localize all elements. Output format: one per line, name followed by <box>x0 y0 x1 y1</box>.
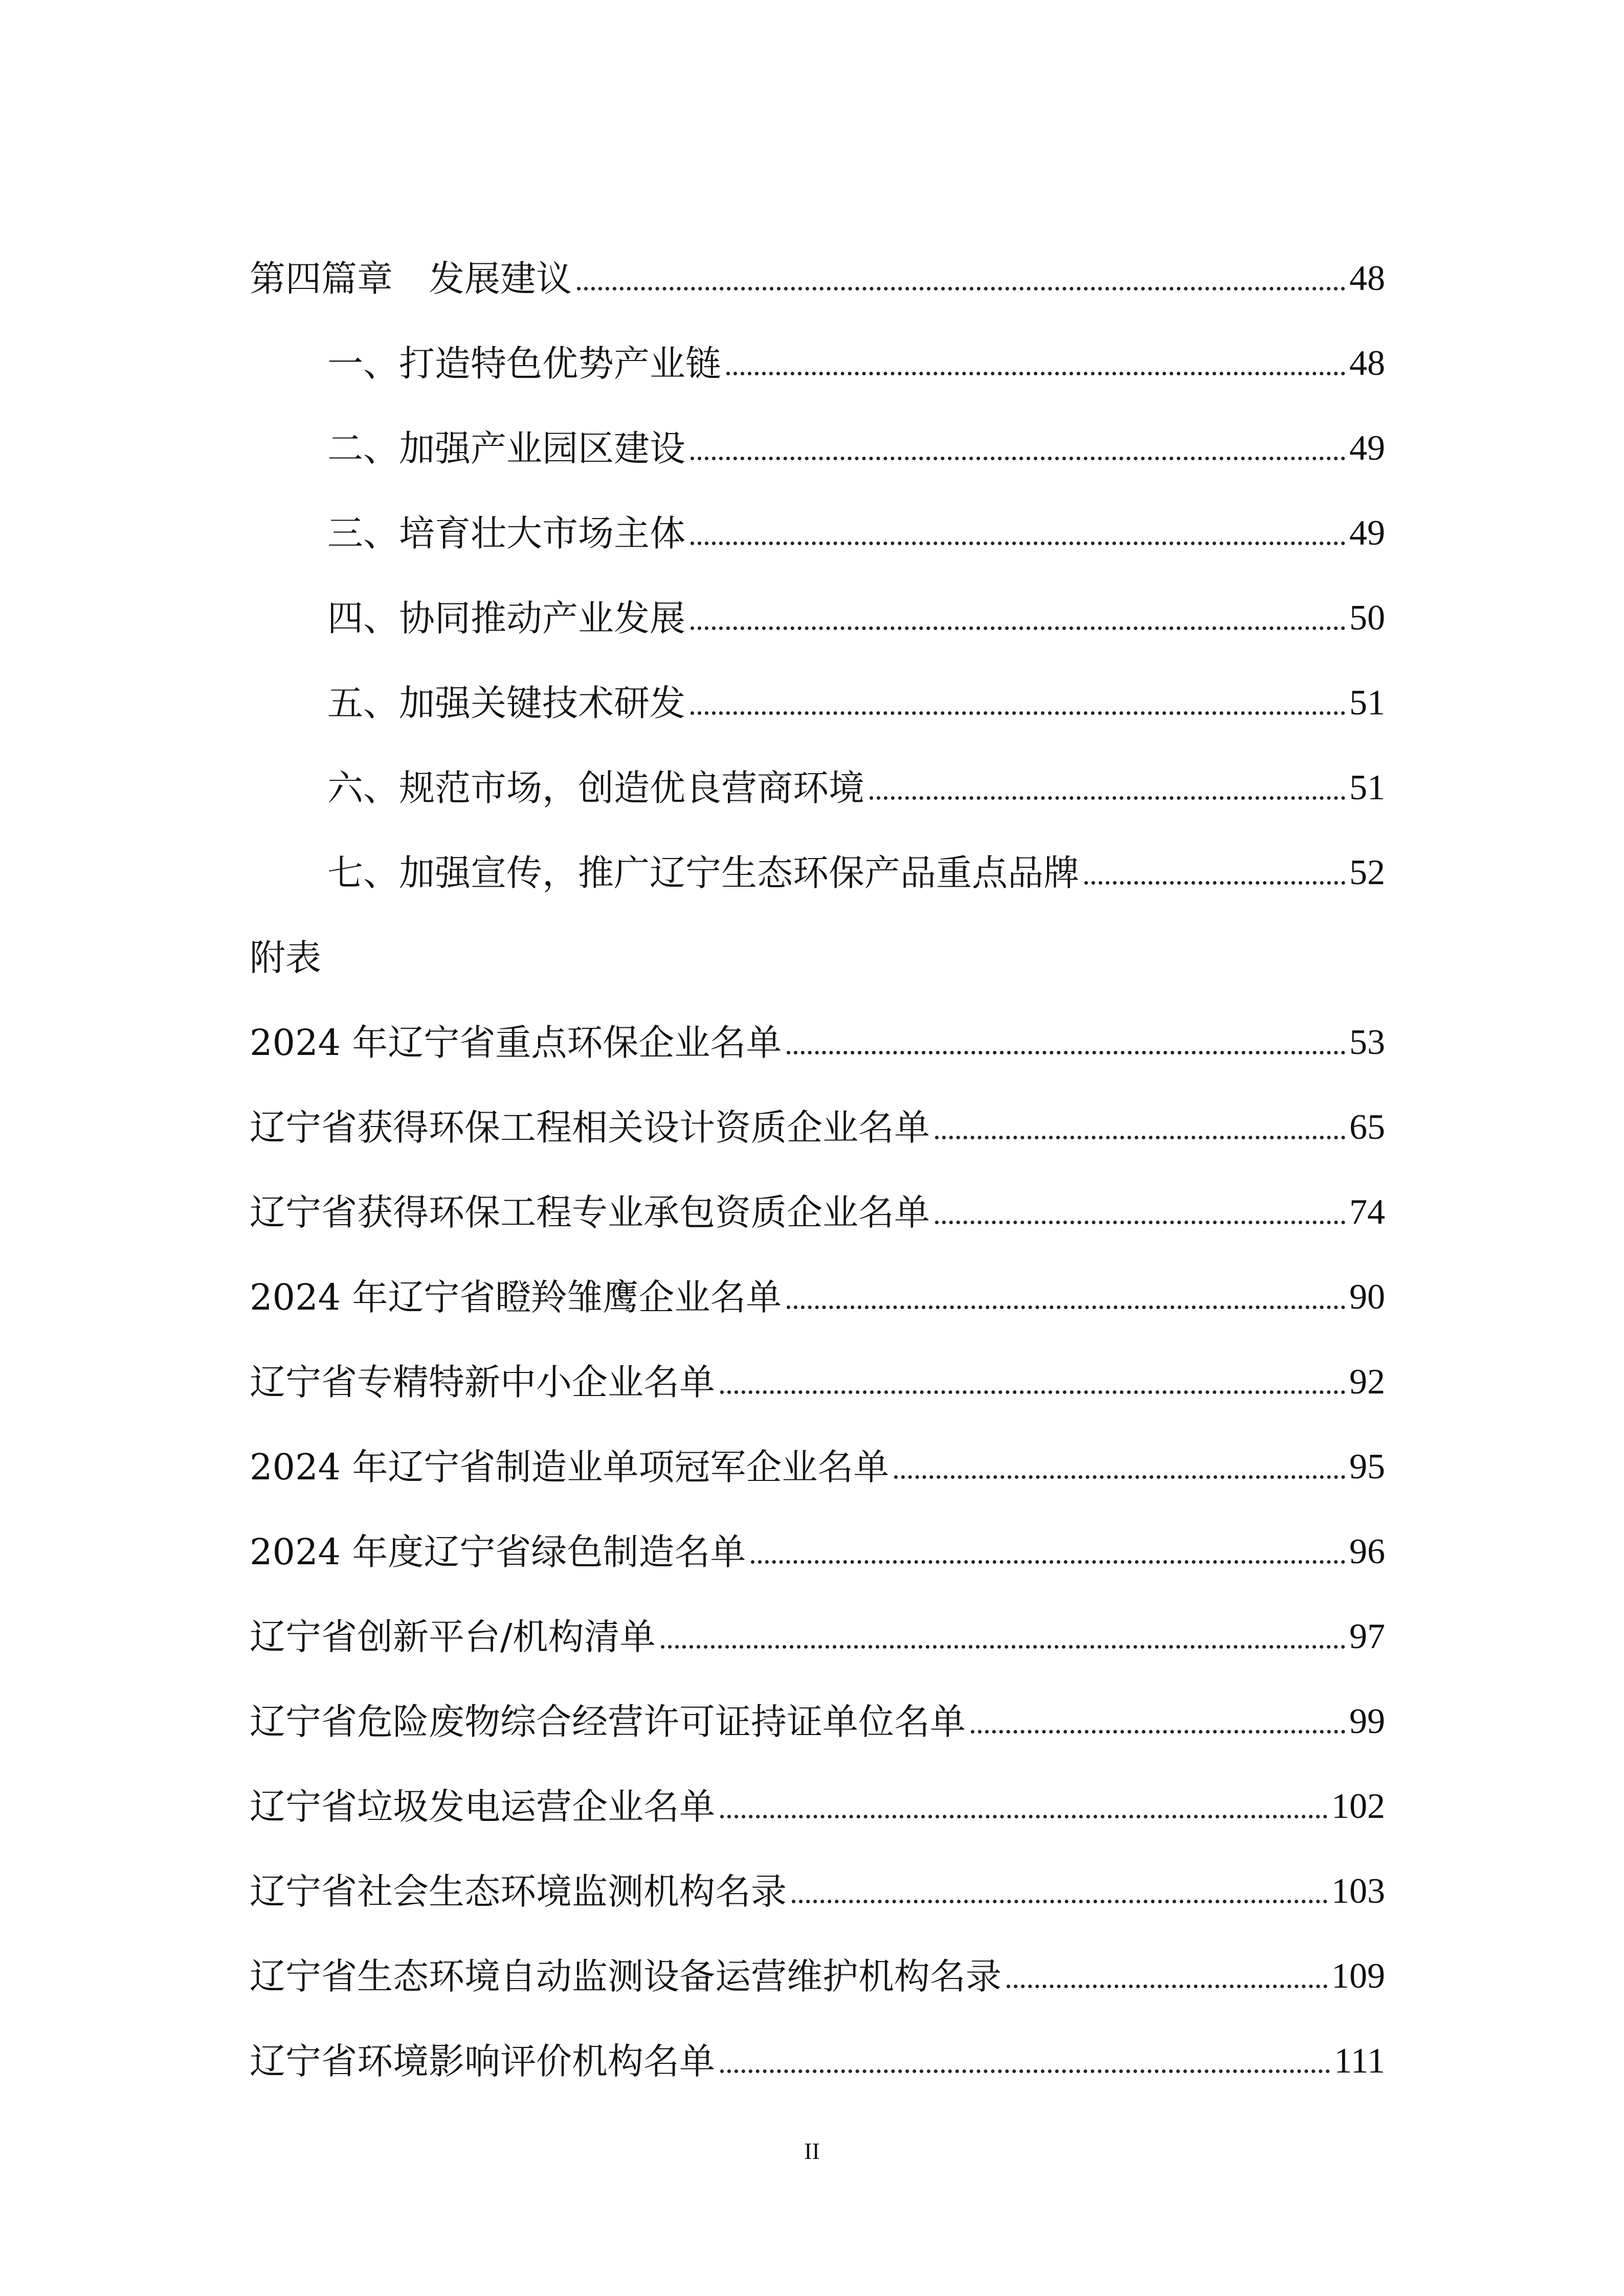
toc-entry[interactable] <box>250 1514 1385 1573</box>
dot-leader <box>792 1900 1327 1903</box>
toc-entry[interactable] <box>250 665 1385 724</box>
toc-entry-label: 2024 年辽宁省制造业单项冠军企业名单 <box>250 1446 889 1488</box>
toc-entry-label: 二、加强产业园区建设 <box>327 427 685 469</box>
dot-leader <box>935 1221 1345 1224</box>
toc-entry[interactable] <box>250 1853 1385 1912</box>
toc-entry[interactable] <box>250 1259 1385 1318</box>
toc-entry-page: 51 <box>1349 768 1385 807</box>
toc-entry-page: 99 <box>1349 1702 1385 1741</box>
toc-entry-page: 50 <box>1349 598 1385 638</box>
toc-entry-label: 辽宁省创新平台/机构清单 <box>250 1616 656 1658</box>
toc-entry[interactable] <box>250 835 1385 894</box>
toc-entry-label: 七、加强宣传，推广辽宁生态环保产品重点品牌 <box>327 852 1079 894</box>
toc-entry-label: 三、培育壮大市场主体 <box>327 512 685 554</box>
toc-entry-label: 一、打造特色优势产业链 <box>327 343 721 385</box>
dot-leader <box>751 1560 1345 1564</box>
dot-leader <box>691 457 1345 460</box>
toc-entry[interactable] <box>250 1768 1385 1828</box>
dot-leader <box>577 287 1345 290</box>
toc-entry[interactable] <box>250 1429 1385 1488</box>
dot-leader <box>691 711 1345 715</box>
toc-entry-page: 48 <box>1349 259 1385 298</box>
toc-entry-chapter-4[interactable] <box>250 240 1385 300</box>
dot-leader <box>661 1645 1345 1649</box>
toc-entry-label: 2024 年辽宁省重点环保企业名单 <box>250 1022 782 1064</box>
toc-entry-label: 第四篇章 发展建议 <box>250 258 572 300</box>
toc-entry-page: 90 <box>1349 1277 1385 1317</box>
toc-entry-label: 辽宁省社会生态环境监测机构名录 <box>250 1871 787 1912</box>
toc-entry-page: 109 <box>1331 1956 1385 1996</box>
dot-leader <box>1007 1985 1327 1988</box>
toc-entry-page: 96 <box>1349 1532 1385 1571</box>
dot-leader <box>691 626 1345 630</box>
dot-leader <box>691 542 1345 545</box>
dot-leader <box>787 1051 1345 1054</box>
toc-entry-page: 51 <box>1349 683 1385 723</box>
dot-leader <box>894 1475 1345 1479</box>
toc-entry[interactable] <box>250 1938 1385 1997</box>
toc-entry-page: 52 <box>1349 853 1385 892</box>
toc-entry-page: 97 <box>1349 1617 1385 1656</box>
toc-entry-page: 92 <box>1349 1362 1385 1402</box>
appendix-heading: 附表 <box>250 937 321 979</box>
dot-leader <box>726 372 1345 375</box>
toc-entry-page: 65 <box>1349 1108 1385 1147</box>
dot-leader <box>720 1390 1345 1394</box>
toc-entry[interactable] <box>250 495 1385 554</box>
dot-leader <box>720 2069 1330 2073</box>
toc-entry-label: 辽宁省危险废物综合经营许可证持证单位名单 <box>250 1701 966 1743</box>
toc-entry-page: 111 <box>1334 2041 1385 2081</box>
toc-entry[interactable] <box>250 1683 1385 1743</box>
toc-entry-page: 49 <box>1349 429 1385 468</box>
toc-entry-label: 辽宁省获得环保工程专业承包资质企业名单 <box>250 1191 930 1233</box>
toc-entry[interactable] <box>250 325 1385 385</box>
toc-entry-page: 74 <box>1349 1192 1385 1232</box>
dot-leader <box>971 1730 1345 1734</box>
toc-entry-label: 辽宁省垃圾发电运营企业名单 <box>250 1786 715 1828</box>
toc-entry[interactable] <box>250 750 1385 809</box>
toc-entry[interactable] <box>250 1089 1385 1149</box>
dot-leader <box>935 1136 1345 1139</box>
toc-entry[interactable] <box>250 410 1385 469</box>
toc-entry[interactable] <box>250 1004 1385 1064</box>
toc-entry-page: 102 <box>1331 1787 1385 1826</box>
toc-entry-label: 六、规范市场，创造优良营商环境 <box>327 767 864 809</box>
dot-leader <box>870 796 1345 800</box>
toc-entry-label: 2024 年辽宁省瞪羚雏鹰企业名单 <box>250 1276 782 1318</box>
toc-entry-label: 2024 年度辽宁省绿色制造名单 <box>250 1531 746 1573</box>
toc-entry-label: 辽宁省环境影响评价机构名单 <box>250 2040 715 2082</box>
toc-entry-label: 辽宁省专精特新中小企业名单 <box>250 1361 715 1403</box>
toc-entry-label: 四、协同推动产业发展 <box>327 597 685 639</box>
toc-entry[interactable] <box>250 2023 1385 2082</box>
toc-entry[interactable] <box>250 1174 1385 1233</box>
dot-leader <box>1084 881 1345 885</box>
toc-entry[interactable] <box>250 1599 1385 1658</box>
toc-entry-page: 48 <box>1349 344 1385 383</box>
toc-entry-label: 辽宁省获得环保工程相关设计资质企业名单 <box>250 1107 930 1149</box>
toc-entry-page: 49 <box>1349 513 1385 553</box>
toc-entry[interactable] <box>250 1344 1385 1403</box>
toc-entry-page: 95 <box>1349 1447 1385 1487</box>
toc-entry-label: 辽宁省生态环境自动监测设备运营维护机构名录 <box>250 1955 1002 1997</box>
page-number: II <box>804 2138 820 2164</box>
toc-entry-page: 103 <box>1331 1872 1385 1911</box>
toc-entry-page: 53 <box>1349 1023 1385 1062</box>
toc-entry[interactable] <box>250 580 1385 639</box>
dot-leader <box>720 1815 1327 1818</box>
dot-leader <box>787 1305 1345 1309</box>
toc-entry-label: 五、加强关键技术研发 <box>327 682 685 724</box>
